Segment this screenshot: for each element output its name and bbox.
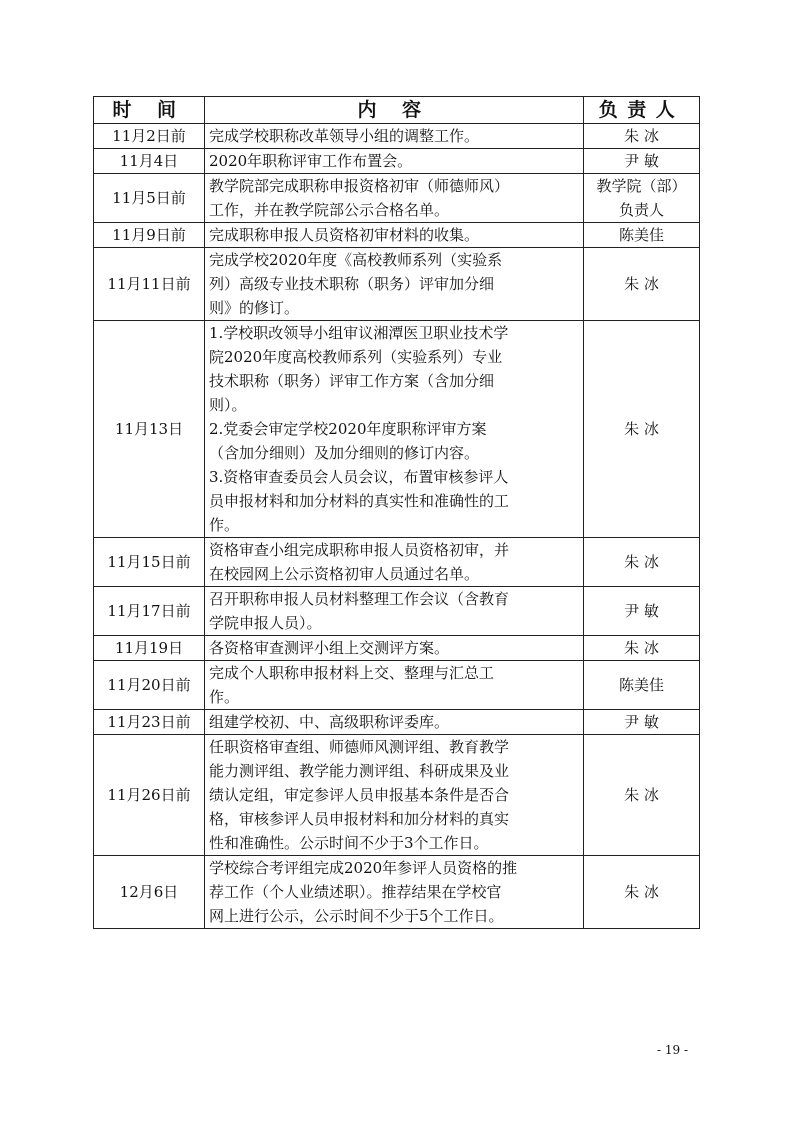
content-line: 教学院部完成职称申报资格初审（师德师风） bbox=[209, 177, 510, 195]
row-person bbox=[584, 223, 700, 248]
row-person bbox=[584, 149, 700, 174]
person-line: 陈美佳 bbox=[618, 226, 664, 244]
row-content bbox=[205, 174, 584, 223]
person-line: 尹 敏 bbox=[624, 713, 659, 731]
row-content bbox=[205, 321, 584, 538]
content-line: 组建学校初、中、高级职称评委库。 bbox=[209, 713, 450, 731]
table-row bbox=[94, 149, 700, 174]
row-content bbox=[205, 856, 584, 929]
person-line: 朱 冰 bbox=[624, 275, 659, 293]
person-line: 尹 敏 bbox=[624, 602, 659, 620]
content-line: 学校综合考评组完成2020年参评人员资格的推 bbox=[209, 859, 518, 877]
table-row bbox=[94, 636, 700, 661]
content-line: 召开职称申报人员材料整理工作会议（含教育 bbox=[209, 590, 510, 608]
row-person bbox=[584, 735, 700, 856]
table-row bbox=[94, 174, 700, 223]
table-row bbox=[94, 248, 700, 321]
row-time: 11月17日前 bbox=[94, 587, 205, 636]
row-time: 11月2日前 bbox=[94, 124, 205, 149]
content-line: 作。 bbox=[209, 688, 240, 706]
person-line: 朱 冰 bbox=[624, 639, 659, 657]
content-line: 资格审查小组完成职称申报人员资格初审，并 bbox=[209, 541, 510, 559]
page-number: - 19 - bbox=[656, 1043, 688, 1057]
content-line: 完成职称申报人员资格初审材料的收集。 bbox=[209, 226, 480, 244]
table-row bbox=[94, 538, 700, 587]
schedule-page bbox=[93, 96, 699, 929]
content-line: 院2020年度高校教师系列（实验系列）专业 bbox=[209, 348, 503, 366]
header-person: 负责人 bbox=[584, 97, 700, 124]
row-person bbox=[584, 321, 700, 538]
table-row bbox=[94, 223, 700, 248]
row-content bbox=[205, 661, 584, 710]
person-line: 朱 冰 bbox=[624, 420, 659, 438]
content-line: 1.学校职改领导小组审议湘潭医卫职业技术学 bbox=[209, 324, 509, 342]
table-row bbox=[94, 710, 700, 735]
person-line: 朱 冰 bbox=[624, 883, 659, 901]
content-line: 则）。 bbox=[209, 396, 247, 414]
row-content bbox=[205, 149, 584, 174]
row-time: 11月20日前 bbox=[94, 661, 205, 710]
content-line: 作。 bbox=[209, 516, 240, 534]
table-row bbox=[94, 735, 700, 856]
person-line: 教学院（部） bbox=[596, 177, 687, 195]
row-time: 11月15日前 bbox=[94, 538, 205, 587]
content-line: 2020年职称评审工作布置会。 bbox=[209, 152, 413, 170]
table-row bbox=[94, 321, 700, 538]
schedule-body bbox=[94, 124, 700, 929]
person-line: 朱 冰 bbox=[624, 127, 659, 145]
content-line: 能力测评组、教学能力测评组、科研成果及业 bbox=[209, 762, 510, 780]
content-line: 列）高级专业技术职称（职务）评审加分细 bbox=[209, 275, 495, 293]
content-line: 学院申报人员）。 bbox=[209, 614, 322, 632]
content-line: 完成学校职称改革领导小组的调整工作。 bbox=[209, 127, 480, 145]
row-time: 11月26日前 bbox=[94, 735, 205, 856]
person-line: 朱 冰 bbox=[624, 786, 659, 804]
row-person bbox=[584, 174, 700, 223]
row-content bbox=[205, 223, 584, 248]
row-time: 11月23日前 bbox=[94, 710, 205, 735]
row-person bbox=[584, 661, 700, 710]
content-line: 荐工作（个人业绩述职）。推荐结果在学校官 bbox=[209, 883, 502, 901]
person-line: 负责人 bbox=[618, 201, 664, 219]
row-content bbox=[205, 124, 584, 149]
person-line: 尹 敏 bbox=[624, 152, 659, 170]
row-content bbox=[205, 735, 584, 856]
row-content bbox=[205, 538, 584, 587]
content-line: 员申报材料和加分材料的真实性和准确性的工 bbox=[209, 492, 510, 510]
content-line: 各资格审查测评小组上交测评方案。 bbox=[209, 639, 450, 657]
row-time: 11月11日前 bbox=[94, 248, 205, 321]
content-line: 则》的修订。 bbox=[209, 299, 300, 317]
content-line: 网上进行公示，公示时间不少于5个工作日。 bbox=[209, 907, 504, 925]
row-person bbox=[584, 587, 700, 636]
header-time: 时 间 bbox=[94, 97, 205, 124]
table-row bbox=[94, 661, 700, 710]
row-content bbox=[205, 636, 584, 661]
table-row bbox=[94, 587, 700, 636]
content-line: 3.资格审查委员会人员会议，布置审核参评人 bbox=[209, 468, 509, 486]
row-content bbox=[205, 248, 584, 321]
content-line: 绩认定组，审定参评人员申报基本条件是否合 bbox=[209, 786, 510, 804]
row-time: 11月5日前 bbox=[94, 174, 205, 223]
content-line: 性和准确性。公示时间不少于3个工作日。 bbox=[209, 834, 489, 852]
row-time: 12月6日 bbox=[94, 856, 205, 929]
content-line: 在校园网上公示资格初审人员通过名单。 bbox=[209, 565, 480, 583]
row-content bbox=[205, 710, 584, 735]
table-header-row bbox=[94, 97, 700, 124]
row-time: 11月13日 bbox=[94, 321, 205, 538]
row-person bbox=[584, 710, 700, 735]
row-time: 11月4日 bbox=[94, 149, 205, 174]
row-person bbox=[584, 248, 700, 321]
content-line: 完成学校2020年度《高校教师系列（实验系 bbox=[209, 251, 503, 269]
person-line: 朱 冰 bbox=[624, 553, 659, 571]
person-line: 陈美佳 bbox=[618, 676, 664, 694]
schedule-table bbox=[93, 96, 700, 929]
header-content: 内 容 bbox=[205, 97, 584, 124]
content-line: 任职资格审查组、师德师风测评组、教育教学 bbox=[209, 738, 510, 756]
content-line: 工作，并在教学院部公示合格名单。 bbox=[209, 201, 450, 219]
content-line: 技术职称（职务）评审工作方案（含加分细 bbox=[209, 372, 495, 390]
row-person bbox=[584, 538, 700, 587]
content-line: （含加分细则）及加分细则的修订内容。 bbox=[209, 444, 480, 462]
content-line: 完成个人职称申报材料上交、整理与汇总工 bbox=[209, 664, 495, 682]
table-row bbox=[94, 124, 700, 149]
table-row bbox=[94, 856, 700, 929]
row-content bbox=[205, 587, 584, 636]
row-time: 11月9日前 bbox=[94, 223, 205, 248]
content-line: 2.党委会审定学校2020年度职称评审方案 bbox=[209, 420, 487, 438]
row-person bbox=[584, 636, 700, 661]
row-person bbox=[584, 856, 700, 929]
row-person bbox=[584, 124, 700, 149]
row-time: 11月19日 bbox=[94, 636, 205, 661]
content-line: 格，审核参评人员申报材料和加分材料的真实 bbox=[209, 810, 510, 828]
